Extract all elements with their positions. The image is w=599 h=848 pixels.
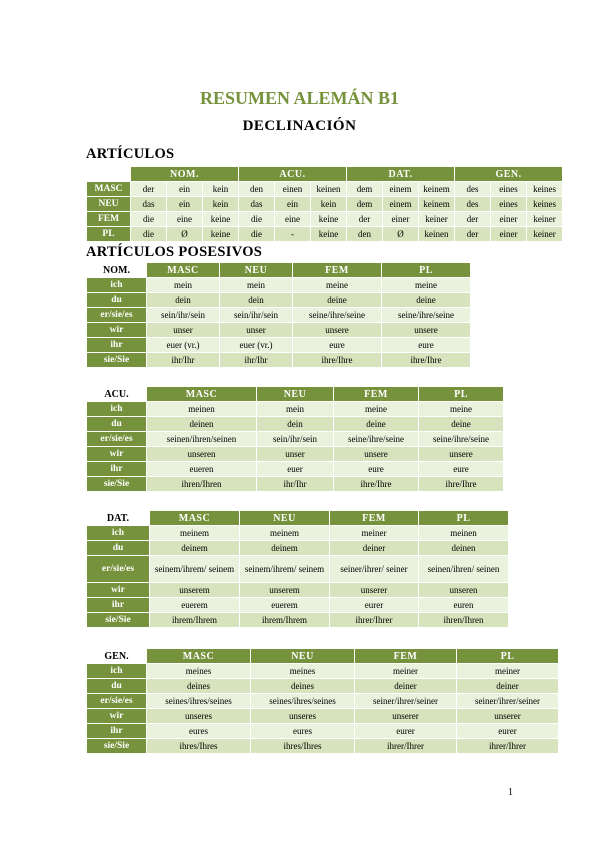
table-cell: der [131,182,167,197]
table-cell: meiner [330,526,419,541]
table-cell: unseren [419,583,509,598]
table-cell: den [347,227,383,242]
table-cell: einem [383,197,419,212]
table-cell: ihre/Ihre [334,477,419,492]
person-header: wir [87,583,150,598]
table-cell: ihr/Ihr [147,353,220,368]
table-cell: unser [147,323,220,338]
table-cell: die [239,227,275,242]
table-cell: keinem [419,197,455,212]
table-cell: seine/ihre/seine [419,432,504,447]
table-cell: mein [147,278,220,293]
table-cell: keinen [419,227,455,242]
table-cell: dein [147,293,220,308]
table-cell: eurer [330,598,419,613]
person-header: er/sie/es [87,556,150,583]
table-cell: einer [383,212,419,227]
person-header: sie/Sie [87,477,147,492]
table-cell: meinen [147,402,257,417]
person-header: du [87,679,147,694]
table-cell: seinen/ihren/seinen [147,432,257,447]
table-cell: unserer [330,583,419,598]
table-cell: euer (vr.) [220,338,293,353]
table-cell: meine [293,278,382,293]
table-cell: einen [275,182,311,197]
table-cell: deine [293,293,382,308]
table-cell: unser [220,323,293,338]
table-cell: Ø [383,227,419,242]
table-cell: deines [251,679,355,694]
person-header: ihr [87,598,150,613]
gender-header: PL [419,387,504,402]
table-cell: dem [347,197,383,212]
table-cell: einer [491,212,527,227]
table-cell: keinem [419,182,455,197]
table-cell: die [131,212,167,227]
table-cell: unseren [147,447,257,462]
table-cell: des [455,182,491,197]
table-cell: keiner [527,227,563,242]
table-cell: die [239,212,275,227]
table-cell: ihr/Ihr [257,477,334,492]
person-header: ihr [87,338,147,353]
person-header: er/sie/es [87,432,147,447]
table-cell: dein [257,417,334,432]
gender-header: NEU [220,263,293,278]
table-cell: ihren/Ihren [147,477,257,492]
table-cell: meinen [419,526,509,541]
table-cell: des [455,197,491,212]
case-label: ACU. [87,387,147,402]
gender-header: NEU [240,511,330,526]
table-cell: seinem/ihrem/ seinem [240,556,330,583]
row-header: PL [87,227,131,242]
gender-header: MASC [147,649,251,664]
posesivos-acu-table [86,386,504,492]
page-subtitle: DECLINACIÓN [242,118,357,134]
person-header: ich [87,526,150,541]
table-cell: seiner/ihrer/seiner [355,694,457,709]
row-header: MASC [87,182,131,197]
table-cell: ihrer/Ihrer [355,739,457,754]
table-cell: keinen [311,182,347,197]
table-cell: sein/ihr/sein [257,432,334,447]
person-header: sie/Sie [87,739,147,754]
table-cell: seinem/ihrem/ seinem [150,556,240,583]
table-cell: ihres/Ihres [251,739,355,754]
table-cell: meiner [355,664,457,679]
posesivos-dat-table [86,510,509,628]
table-cell: mein [220,278,293,293]
table-cell: sein/ihr/sein [147,308,220,323]
table-cell: der [347,212,383,227]
table-cell: eure [293,338,382,353]
table-cell: einem [383,182,419,197]
table-cell: - [275,227,311,242]
table-cell: der [455,227,491,242]
table-cell: meines [147,664,251,679]
table-cell: euren [419,598,509,613]
gender-header: FEM [355,649,457,664]
table-cell: unsere [293,323,382,338]
table-cell: eure [382,338,471,353]
table-cell: ihre/Ihre [382,353,471,368]
table-cell: seinen/ihren/ seinen [419,556,509,583]
person-header: sie/Sie [87,353,147,368]
table-cell: eure [334,462,419,477]
table-cell: dem [347,182,383,197]
table-cell: keine [311,212,347,227]
case-header-gen: GEN. [455,167,563,182]
table-cell: deinen [147,417,257,432]
gender-header: MASC [147,263,220,278]
gender-header: MASC [147,387,257,402]
table-cell: ihr/Ihr [220,353,293,368]
table-cell: ihren/Ihren [419,613,509,628]
row-header: FEM [87,212,131,227]
table-cell: unseres [147,709,251,724]
table-cell: seines/ihres/seines [251,694,355,709]
table-cell: dein [220,293,293,308]
table-cell: euerem [240,598,330,613]
table-cell: unserem [240,583,330,598]
table-cell: ihrer/Ihrer [457,739,559,754]
table-cell: seine/ihre/seine [293,308,382,323]
table-cell: meine [419,402,504,417]
case-header-acu: ACU. [239,167,347,182]
person-header: wir [87,447,147,462]
person-header: wir [87,323,147,338]
table-cell: Ø [167,227,203,242]
table-cell: einer [491,227,527,242]
person-header: ihr [87,724,147,739]
table-cell: deiner [355,679,457,694]
table-cell: das [131,197,167,212]
posesivos-nom-table [86,262,471,368]
table-cell: eurer [355,724,457,739]
table-cell: eures [251,724,355,739]
gender-header: FEM [334,387,419,402]
table-cell: keines [527,182,563,197]
table-cell: unserer [355,709,457,724]
section-heading-articulos: ARTÍCULOS [86,146,175,162]
person-header: ich [87,278,147,293]
table-cell: eure [419,462,504,477]
table-cell: meine [334,402,419,417]
person-header: ihr [87,462,147,477]
person-header: wir [87,709,147,724]
table-cell: eurer [457,724,559,739]
table-cell: ihrem/Ihrem [150,613,240,628]
table-cell: deine [419,417,504,432]
table-cell: ihrem/Ihrem [240,613,330,628]
table-cell: eueren [147,462,257,477]
gender-header: NEU [251,649,355,664]
table-cell: kein [203,182,239,197]
row-header: NEU [87,197,131,212]
table-cell: seiner/ihrer/ seiner [330,556,419,583]
table-cell: deinen [419,541,509,556]
table-cell: seiner/ihrer/seiner [457,694,559,709]
case-label: GEN. [87,649,147,664]
table-cell: mein [257,402,334,417]
table-cell: ihrer/Ihrer [330,613,419,628]
page-title: RESUMEN ALEMÁN B1 [199,88,400,108]
table-cell: deiner [330,541,419,556]
case-header-dat: DAT. [347,167,455,182]
table-cell: euer [257,462,334,477]
gender-header: FEM [293,263,382,278]
table-cell: seine/ihre/seine [334,432,419,447]
table-cell: eines [491,197,527,212]
table-cell: ein [167,182,203,197]
page-number: 1 [508,787,513,798]
table-cell: unsere [382,323,471,338]
table-cell: keiner [527,212,563,227]
table-cell: keine [203,227,239,242]
table-cell: den [239,182,275,197]
table-cell: deine [382,293,471,308]
table-cell: seine/ihre/seine [382,308,471,323]
table-cell: ihre/Ihre [293,353,382,368]
gender-header: PL [382,263,471,278]
table-cell: keines [527,197,563,212]
table-cell: unser [257,447,334,462]
table-cell: deine [334,417,419,432]
gender-header: NEU [257,387,334,402]
table-cell: unseres [251,709,355,724]
person-header: er/sie/es [87,308,147,323]
table-cell: meine [382,278,471,293]
case-label: NOM. [87,263,147,278]
articles-table [86,166,563,242]
table-cell: die [131,227,167,242]
person-header: du [87,417,147,432]
table-cell: ihre/Ihre [419,477,504,492]
table-cell: ein [167,197,203,212]
table-cell: der [455,212,491,227]
section-heading-posesivos: ARTÍCULOS POSESIVOS [86,244,263,260]
table-cell: euerem [150,598,240,613]
gender-header: PL [419,511,509,526]
table-cell: ihres/Ihres [147,739,251,754]
person-header: sie/Sie [87,613,150,628]
table-cell: meinem [150,526,240,541]
table-cell: unserer [457,709,559,724]
person-header: ich [87,664,147,679]
table-cell: unsere [334,447,419,462]
table-cell: meiner [457,664,559,679]
table-corner [87,167,131,182]
table-cell: deines [147,679,251,694]
case-header-nom: NOM. [131,167,239,182]
table-cell: meines [251,664,355,679]
gender-header: PL [457,649,559,664]
table-cell: das [239,197,275,212]
table-cell: unsere [419,447,504,462]
table-cell: keine [311,227,347,242]
table-cell: keiner [419,212,455,227]
gender-header: MASC [150,511,240,526]
table-cell: ein [275,197,311,212]
person-header: du [87,541,150,556]
table-cell: sein/ihr/sein [220,308,293,323]
table-cell: eures [147,724,251,739]
table-cell: eine [275,212,311,227]
table-cell: deiner [457,679,559,694]
posesivos-gen-table [86,648,559,754]
table-cell: keine [203,212,239,227]
case-label: DAT. [87,511,150,526]
person-header: er/sie/es [87,694,147,709]
person-header: ich [87,402,147,417]
gender-header: FEM [330,511,419,526]
table-cell: euer (vr.) [147,338,220,353]
table-cell: eines [491,182,527,197]
table-cell: meinem [240,526,330,541]
table-cell: kein [203,197,239,212]
person-header: du [87,293,147,308]
table-cell: deinem [150,541,240,556]
table-cell: deinem [240,541,330,556]
table-cell: seines/ihres/seines [147,694,251,709]
table-cell: unserem [150,583,240,598]
table-cell: kein [311,197,347,212]
table-cell: eine [167,212,203,227]
